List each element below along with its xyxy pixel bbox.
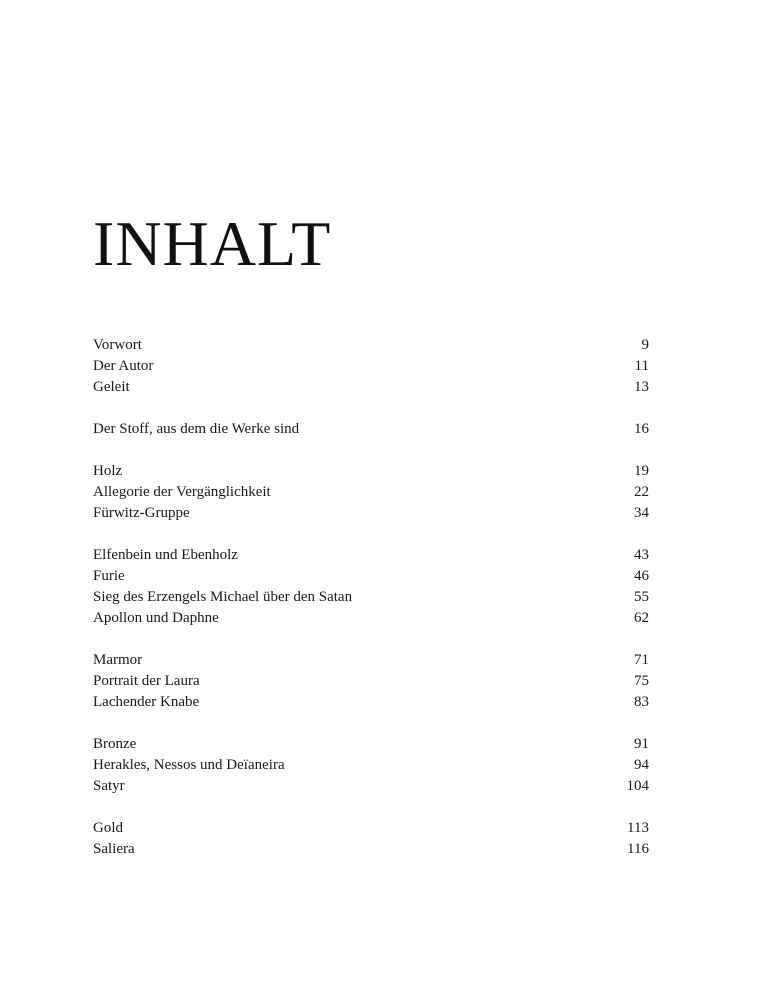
toc-entry <box>93 545 649 566</box>
toc-entry-title: Elfenbein und Ebenholz <box>93 547 238 563</box>
table-of-contents <box>93 335 649 881</box>
toc-entry-title: Holz <box>93 463 123 479</box>
toc-page-number: 16 <box>634 421 649 437</box>
toc-entry <box>93 608 649 629</box>
toc-page-number: 9 <box>641 337 649 353</box>
toc-entry <box>93 650 649 671</box>
toc-entry-title: Bronze <box>93 736 137 752</box>
toc-section <box>93 734 649 797</box>
toc-entry-title: Vorwort <box>93 337 142 353</box>
toc-page-number: 71 <box>634 652 649 668</box>
toc-entry <box>93 839 649 860</box>
toc-entry <box>93 356 649 377</box>
toc-entry-title: Satyr <box>93 778 125 794</box>
toc-page-number: 113 <box>627 820 649 836</box>
toc-entry-title: Herakles, Nessos und Deïaneira <box>93 757 285 773</box>
toc-section <box>93 818 649 860</box>
toc-page-number: 13 <box>634 379 649 395</box>
toc-entry-title: Apollon und Daphne <box>93 610 219 626</box>
toc-entry <box>93 587 649 608</box>
page-title: INHALT <box>93 208 332 279</box>
toc-entry <box>93 755 649 776</box>
toc-entry-title: Der Autor <box>93 358 154 374</box>
toc-entry <box>93 671 649 692</box>
toc-page-number: 22 <box>634 484 649 500</box>
toc-section <box>93 650 649 713</box>
toc-entry-title: Geleit <box>93 379 130 395</box>
toc-page-number: 83 <box>634 694 649 710</box>
toc-entry-title: Furie <box>93 568 125 584</box>
toc-section <box>93 545 649 629</box>
toc-entry <box>93 461 649 482</box>
toc-entry <box>93 419 649 440</box>
toc-entry <box>93 734 649 755</box>
toc-page-number: 75 <box>634 673 649 689</box>
toc-entry <box>93 818 649 839</box>
toc-entry <box>93 377 649 398</box>
toc-page-number: 46 <box>634 568 649 584</box>
toc-page-number: 43 <box>634 547 649 563</box>
toc-entry <box>93 776 649 797</box>
toc-entry <box>93 692 649 713</box>
toc-entry <box>93 503 649 524</box>
toc-page-number: 11 <box>634 358 649 374</box>
toc-page-number: 19 <box>634 463 649 479</box>
toc-section <box>93 335 649 398</box>
toc-page-number: 62 <box>634 610 649 626</box>
toc-entry <box>93 335 649 356</box>
toc-entry <box>93 566 649 587</box>
toc-page-number: 34 <box>634 505 649 521</box>
toc-entry-title: Lachender Knabe <box>93 694 200 710</box>
toc-entry-title: Portrait der Laura <box>93 673 200 689</box>
toc-entry-title: Sieg des Erzengels Michael über den Satan <box>93 589 353 605</box>
toc-page-number: 104 <box>626 778 649 794</box>
toc-entry-title: Marmor <box>93 652 143 668</box>
toc-entry-title: Allegorie der Vergänglichkeit <box>93 484 271 500</box>
toc-entry <box>93 482 649 503</box>
toc-section <box>93 419 649 440</box>
toc-page-number: 116 <box>627 841 649 857</box>
toc-entry-title: Fürwitz-Gruppe <box>93 505 190 521</box>
toc-entry-title: Der Stoff, aus dem die Werke sind <box>93 421 300 437</box>
toc-section <box>93 461 649 524</box>
toc-page-number: 94 <box>634 757 649 773</box>
toc-page-number: 91 <box>634 736 649 752</box>
toc-page-number: 55 <box>634 589 649 605</box>
toc-entry-title: Saliera <box>93 841 135 857</box>
toc-entry-title: Gold <box>93 820 123 836</box>
